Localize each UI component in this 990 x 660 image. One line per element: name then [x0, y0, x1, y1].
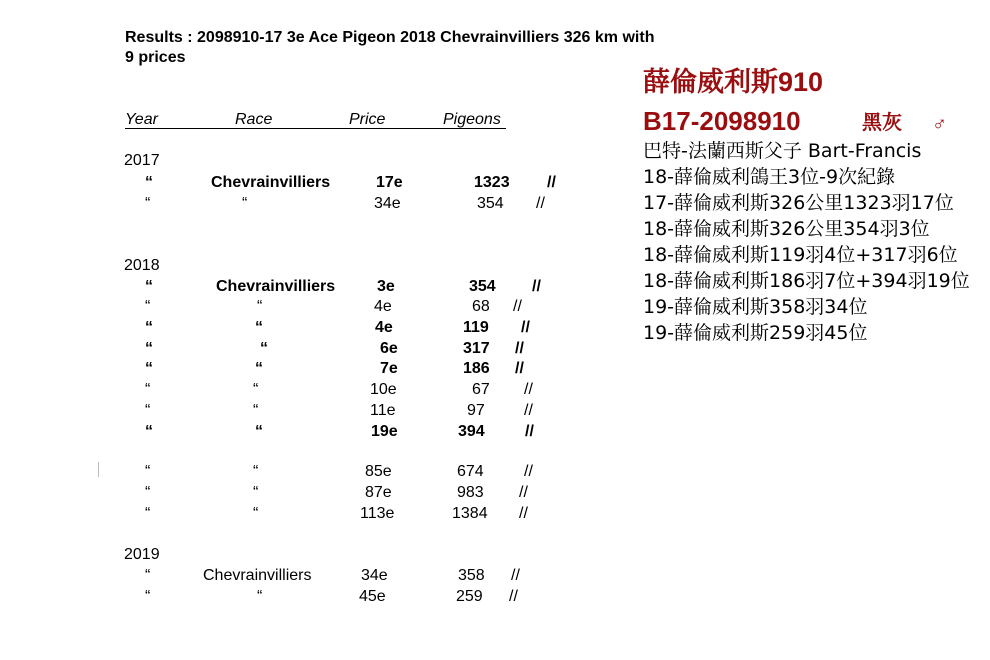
price-cell: 7e: [380, 360, 398, 377]
price-cell: 87e: [365, 484, 392, 501]
price-cell: 34e: [374, 195, 401, 212]
race-cell: “: [242, 195, 248, 212]
pigeons-cell: 674: [457, 463, 484, 480]
ditto-mark: “: [145, 567, 151, 584]
row-end-mark: //: [519, 505, 528, 522]
pigeons-cell: 259: [456, 588, 483, 605]
year-label-2019: 2019: [124, 546, 160, 563]
header-underline: [125, 128, 506, 129]
row-end-mark: //: [547, 174, 556, 191]
ditto-mark: “: [145, 278, 153, 295]
race-cell: “: [255, 319, 263, 336]
pigeons-cell: 394: [458, 423, 485, 440]
ditto-mark: “: [145, 588, 151, 605]
info-line: 18-薛倫威利斯119羽4位+317羽6位: [643, 244, 958, 266]
ditto-mark: “: [145, 360, 153, 377]
price-cell: 4e: [374, 298, 392, 315]
column-header-price: Price: [349, 111, 386, 128]
row-end-mark: //: [519, 484, 528, 501]
info-line: 18-薛倫威利斯326公里354羽3位: [643, 218, 930, 240]
race-cell: Chevrainvilliers: [211, 174, 331, 191]
race-cell: Chevrainvilliers: [216, 278, 336, 295]
row-end-mark: //: [524, 381, 533, 398]
ditto-mark: “: [145, 381, 151, 398]
pigeons-cell: 186: [463, 360, 490, 377]
price-cell: 3e: [377, 278, 395, 295]
ditto-mark: “: [145, 423, 153, 440]
race-cell: “: [253, 463, 259, 480]
race-cell: Chevrainvilliers: [203, 567, 312, 584]
race-cell: “: [260, 340, 268, 357]
pigeons-cell: 358: [458, 567, 485, 584]
row-end-mark: //: [513, 298, 522, 315]
pigeons-cell: 354: [469, 278, 496, 295]
row-end-mark: //: [511, 567, 520, 584]
pigeons-cell: 983: [457, 484, 484, 501]
price-cell: 6e: [380, 340, 398, 357]
pigeons-cell: 1384: [452, 505, 488, 522]
ditto-mark: “: [145, 505, 151, 522]
race-cell: “: [255, 423, 263, 440]
pigeons-cell: 1323: [474, 174, 510, 191]
row-end-mark: //: [525, 423, 534, 440]
price-cell: 113e: [360, 505, 395, 522]
ditto-mark: “: [145, 402, 151, 419]
row-end-mark: //: [532, 278, 541, 295]
info-line: 18-薛倫威利鴿王3位-9次紀錄: [643, 166, 896, 188]
price-cell: 4e: [375, 319, 393, 336]
race-cell: “: [253, 505, 259, 522]
price-cell: 19e: [371, 423, 398, 440]
column-header-year: Year: [125, 111, 158, 128]
pigeons-cell: 119: [463, 319, 489, 336]
price-cell: 85e: [365, 463, 392, 480]
column-header-race: Race: [235, 111, 273, 128]
results-heading: Results : 2098910-17 3e Ace Pigeon 2018 Chevrainvilliers 326 km with 9 prices: [125, 29, 655, 66]
race-cell: “: [257, 298, 263, 315]
info-line: 19-薛倫威利斯259羽45位: [643, 322, 868, 344]
info-line: 19-薛倫威利斯358羽34位: [643, 296, 868, 318]
info-line: 18-薛倫威利斯186羽7位+394羽19位: [643, 270, 970, 292]
row-end-mark: //: [515, 360, 524, 377]
ditto-mark: “: [145, 340, 153, 357]
row-end-mark: //: [524, 463, 533, 480]
row-end-mark: //: [515, 340, 524, 357]
pigeon-color: 黑灰: [862, 112, 902, 134]
column-header-pigeons: Pigeons: [443, 111, 501, 128]
row-end-mark: //: [521, 319, 530, 336]
ditto-mark: “: [145, 484, 151, 501]
info-line: 17-薛倫威利斯326公里1323羽17位: [643, 192, 954, 214]
male-icon: ♂: [932, 113, 947, 135]
price-cell: 10e: [370, 381, 397, 398]
info-line: 巴特-法蘭西斯父子 Bart-Francis: [643, 140, 922, 162]
year-label-2017: 2017: [124, 152, 160, 169]
pigeons-cell: 317: [463, 340, 490, 357]
year-label-2018: 2018: [124, 257, 160, 274]
row-end-mark: //: [536, 195, 545, 212]
race-cell: “: [253, 402, 259, 419]
ditto-mark: “: [145, 463, 151, 480]
row-end-mark: //: [524, 402, 533, 419]
ring-number: B17-2098910: [643, 106, 801, 136]
row-end-mark: //: [509, 588, 518, 605]
price-cell: 11e: [370, 402, 396, 419]
margin-tick: [98, 462, 99, 477]
price-cell: 34e: [361, 567, 388, 584]
race-cell: “: [253, 381, 259, 398]
pigeons-cell: 354: [477, 195, 504, 212]
ditto-mark: “: [145, 174, 153, 191]
ditto-mark: “: [145, 319, 153, 336]
pigeon-name: 薛倫威利斯910: [643, 67, 824, 97]
race-cell: “: [253, 484, 259, 501]
price-cell: 45e: [359, 588, 386, 605]
ditto-mark: “: [145, 298, 151, 315]
pigeons-cell: 67: [472, 381, 490, 398]
race-cell: “: [255, 360, 263, 377]
price-cell: 17e: [376, 174, 403, 191]
pigeons-cell: 68: [472, 298, 490, 315]
ditto-mark: “: [145, 195, 151, 212]
race-cell: “: [257, 588, 263, 605]
pigeons-cell: 97: [467, 402, 485, 419]
